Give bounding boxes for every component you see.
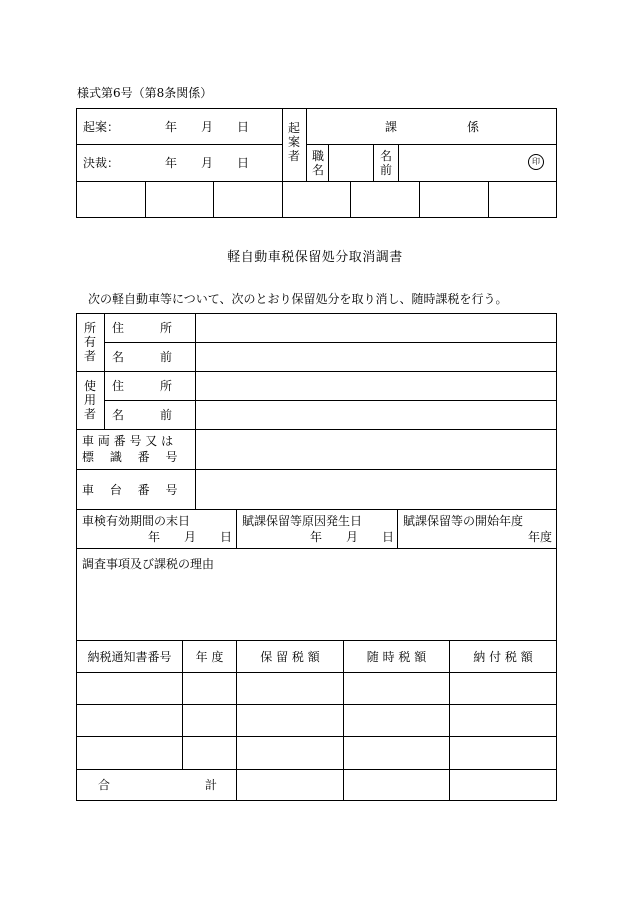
inspection-end-year: 年 <box>148 530 161 544</box>
reason-label: 調査事項及び課税の理由 <box>82 557 215 571</box>
intro-text: 次の軽自動車等について、次のとおり保留処分を取り消し、随時課税を行う。 <box>88 292 508 306</box>
kessai-day: 日 <box>237 156 250 170</box>
vehicle-number-label-2: 標 識 番 号 <box>82 450 178 464</box>
kessai-month: 月 <box>201 156 214 170</box>
inspection-end-month: 月 <box>184 530 197 544</box>
user-address-label: 住 所 <box>112 379 173 393</box>
tax-header-reserved-amount: 保 留 税 額 <box>260 650 320 664</box>
inspection-end-label: 車検有効期間の末日 <box>82 514 191 528</box>
tax-header-notice-number: 納税通知書番号 <box>87 650 172 664</box>
kian-label: 起案： <box>83 120 120 134</box>
tax-header-adhoc-amount: 随 時 税 額 <box>366 650 427 664</box>
inspection-end-day: 日 <box>220 530 233 544</box>
reserve-cause-year: 年 <box>310 530 323 544</box>
kiansha-label: 起 案 者 <box>287 121 300 163</box>
reserve-start-nendo: 年度 <box>528 530 553 544</box>
kian-month: 月 <box>201 120 214 134</box>
owner-address-label: 住 所 <box>112 321 173 335</box>
total-label-right: 計 <box>205 778 218 792</box>
owner-label: 所 有 者 <box>83 321 96 363</box>
ka-label: 課 <box>385 120 398 134</box>
kakari-label: 係 <box>467 120 480 134</box>
namae-label: 名 前 <box>379 149 392 177</box>
vehicle-number-label-1: 車 両 番 号 又 は <box>82 434 174 448</box>
tax-header-paid-amount: 納 付 税 額 <box>473 650 533 664</box>
kessai-year: 年 <box>165 156 178 170</box>
shokumei-label: 職 名 <box>311 149 324 177</box>
kessai-label: 決裁： <box>83 156 120 170</box>
reserve-cause-month: 月 <box>346 530 359 544</box>
tax-header-year: 年 度 <box>195 650 224 664</box>
kian-day: 日 <box>237 120 250 134</box>
owner-name-label: 名 前 <box>112 350 173 364</box>
total-label-left: 合 <box>98 778 111 792</box>
document-title: 軽自動車税保留処分取消調書 <box>227 250 403 265</box>
seal-icon: 印 <box>528 154 544 170</box>
reserve-cause-day: 日 <box>382 530 395 544</box>
kian-year: 年 <box>165 120 178 134</box>
user-name-label: 名 前 <box>112 408 173 422</box>
reserve-start-label: 賦課保留等の開始年度 <box>403 514 524 528</box>
reserve-cause-label: 賦課保留等原因発生日 <box>242 514 363 528</box>
chassis-number-label: 車 台 番 号 <box>82 483 178 497</box>
form-number-label: 様式第6号（第8条関係） <box>77 86 213 100</box>
user-label: 使 用 者 <box>83 379 96 421</box>
